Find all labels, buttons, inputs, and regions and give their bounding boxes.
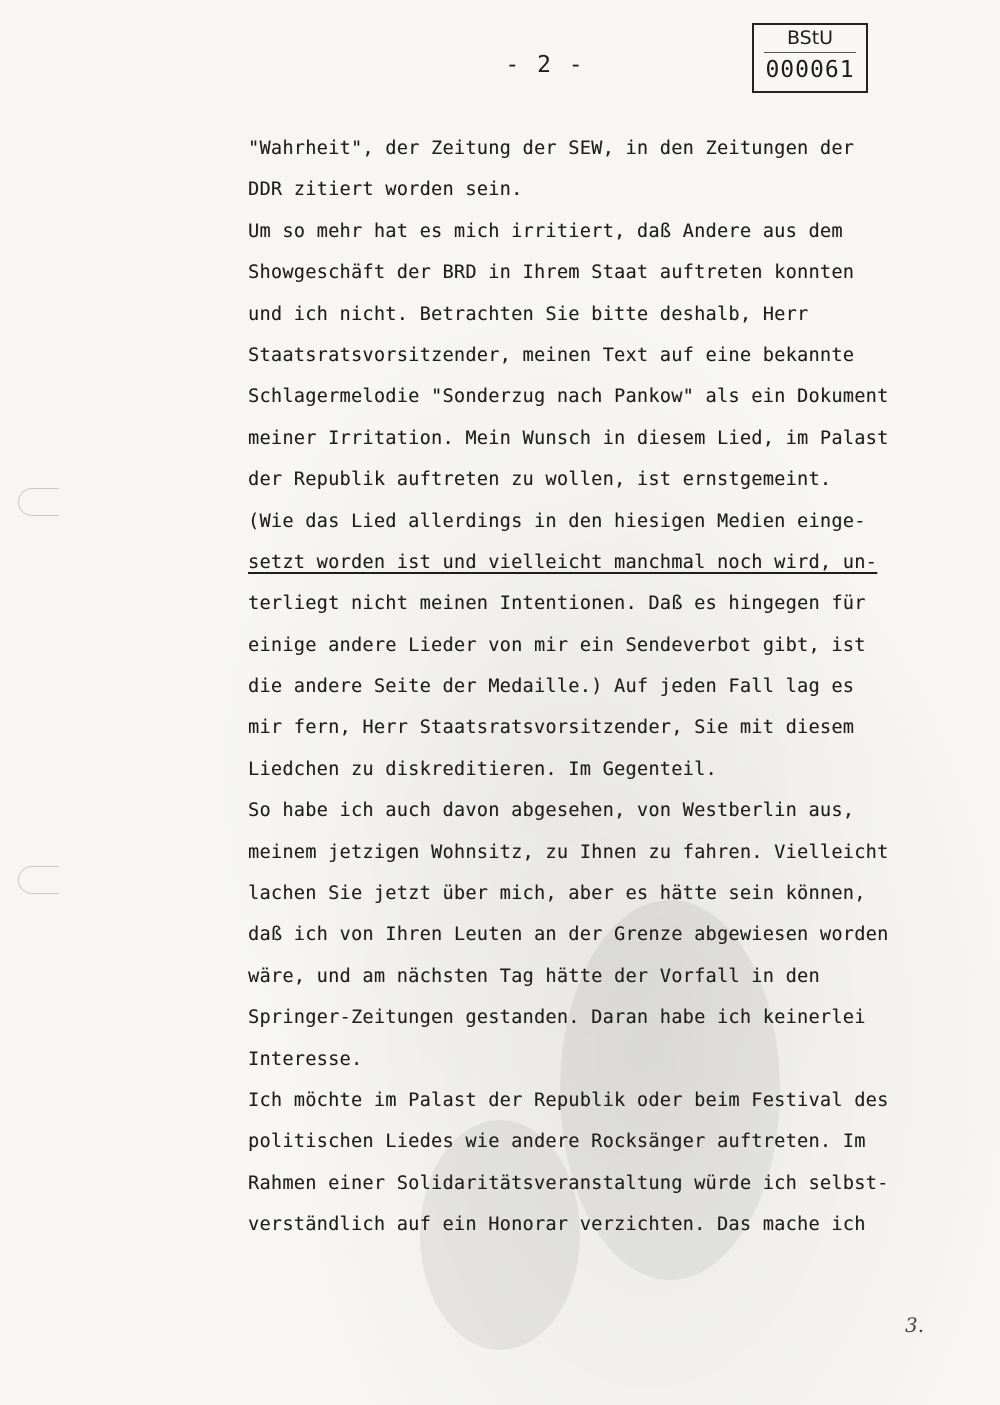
text-line: terliegt nicht meinen Intentionen. Daß es hingegen für — [248, 593, 866, 615]
text-line: (Wie das Lied allerdings in den hiesigen Medien einge- — [248, 510, 866, 532]
text-line: Springer-Zeitungen gestanden. Daran habe ich keinerlei — [248, 1007, 866, 1029]
text-line: wäre, und am nächsten Tag hätte der Vorfall in den — [248, 965, 820, 987]
text-line: Schlagermelodie "Sonderzug nach Pankow" als ein Dokument — [248, 386, 889, 408]
text-line: meiner Irritation. Mein Wunsch in diesem Lied, im Palast — [248, 427, 889, 449]
page-number: - 2 - — [505, 52, 585, 78]
stamp-divider — [764, 52, 856, 53]
text-line: lachen Sie jetzt über mich, aber es hätte sein können, — [248, 883, 866, 905]
text-line: Showgeschäft der BRD in Ihrem Staat auftreten konnten — [248, 262, 855, 284]
punch-hole-mark — [18, 488, 59, 516]
text-line: Ich möchte im Palast der Republik oder beim Festival des — [248, 1089, 889, 1111]
text-line-underlined: setzt worden ist und vielleicht manchmal noch wird, un- — [248, 551, 878, 573]
text-line: der Republik auftreten zu wollen, ist ernstgemeint. — [248, 469, 832, 491]
text-line: So habe ich auch davon abgesehen, von Westberlin aus, — [248, 800, 855, 822]
handwritten-page-note: 3. — [905, 1313, 925, 1337]
text-line: Rahmen einer Solidaritätsveranstaltung würde ich selbst- — [248, 1172, 889, 1194]
text-line: mir fern, Herr Staatsratsvorsitzender, Sie mit diesem — [248, 717, 855, 739]
text-line: Um so mehr hat es mich irritiert, daß Andere aus dem — [248, 220, 843, 242]
text-line: "Wahrheit", der Zeitung der SEW, in den Zeitungen der — [248, 138, 855, 159]
text-line: Liedchen zu diskreditieren. Im Gegenteil. — [248, 758, 717, 780]
text-line: politischen Liedes wie andere Rocksänger auftreten. Im — [248, 1131, 866, 1153]
stamp-number: 000061 — [765, 57, 855, 83]
text-line: einige andere Lieder von mir ein Sendeverbot gibt, ist — [248, 634, 866, 656]
text-line: und ich nicht. Betrachten Sie bitte deshalb, Herr — [248, 303, 809, 325]
archive-stamp — [752, 23, 868, 93]
text-line: DDR zitiert worden sein. — [248, 179, 523, 201]
text-line: daß ich von Ihren Leuten an der Grenze abgewiesen worden — [248, 924, 889, 946]
text-line: meinem jetzigen Wohnsitz, zu Ihnen zu fahren. Vielleicht — [248, 841, 889, 863]
text-line: verständlich auf ein Honorar verzichten. Das mache ich — [248, 1214, 866, 1236]
text-line: die andere Seite der Medaille.) Auf jeden Fall lag es — [248, 676, 855, 698]
text-line: Staatsratsvorsitzender, meinen Text auf eine bekannte — [248, 344, 855, 366]
punch-hole-mark — [18, 866, 59, 894]
letter-body — [248, 128, 948, 1246]
text-line: Interesse. — [248, 1048, 363, 1070]
stamp-label: BStU — [786, 27, 834, 49]
